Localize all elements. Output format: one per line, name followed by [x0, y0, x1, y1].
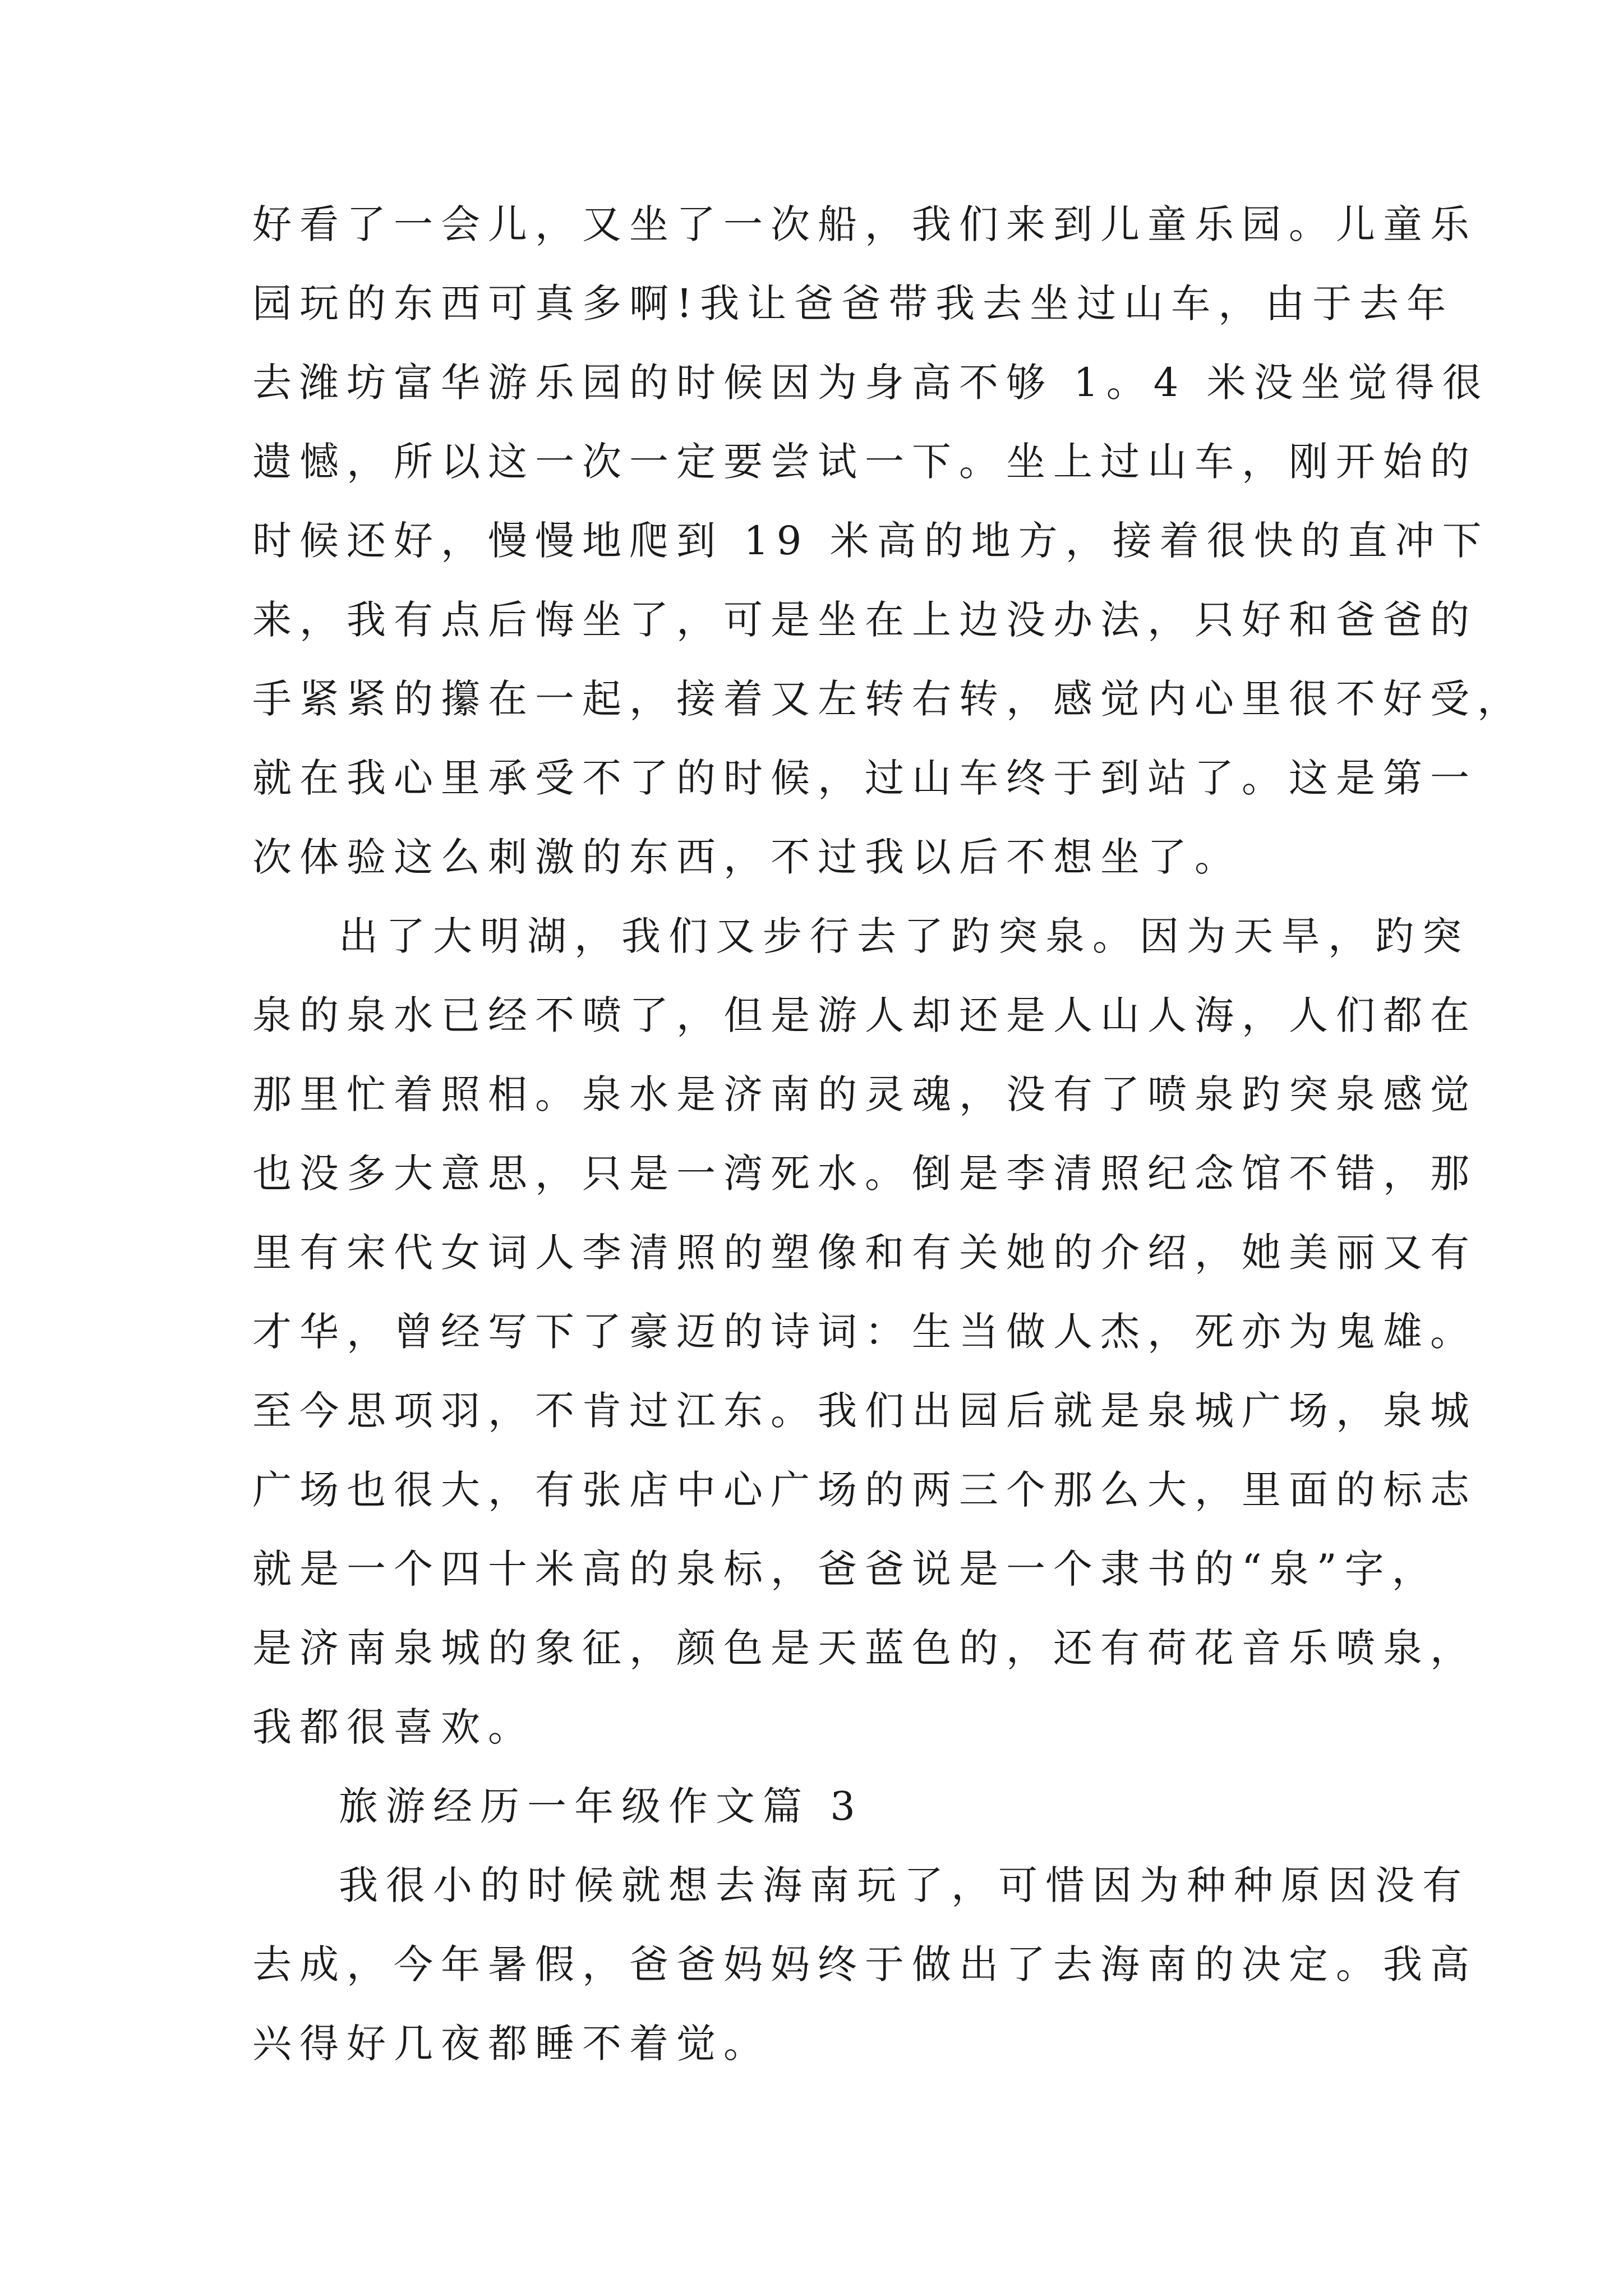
- text-line: 兴得好几夜都睡不着觉。: [252, 2021, 771, 2067]
- text-line: 时候还好，慢慢地爬到 19 米高的地方，接着很快的直冲下: [252, 518, 1490, 564]
- text-line: 至今思项羽，不肯过江东。我们出园后就是泉城广场，泉城: [252, 1388, 1477, 1434]
- text-line: 才华，曾经写下了豪迈的诗词：生当做人杰，死亦为鬼雄。: [252, 1309, 1477, 1355]
- text-line: 去成，今年暑假，爸爸妈妈终于做出了去海南的决定。我高: [252, 1941, 1477, 1987]
- text-line: 遗憾，所以这一次一定要尝试一下。坐上过山车，刚开始的: [252, 439, 1477, 485]
- text-line: 好看了一会儿，又坐了一次船，我们来到儿童乐园。儿童乐: [252, 201, 1477, 247]
- text-line: 广场也很大，有张店中心广场的两三个那么大，里面的标志: [252, 1467, 1477, 1513]
- text-line: 就在我心里承受不了的时候，过山车终于到站了。这是第一: [252, 755, 1477, 801]
- paragraph-start-line: 我很小的时候就想去海南玩了，可惜因为种种原因没有: [339, 1862, 1469, 1908]
- text-line: 我都很喜欢。: [252, 1704, 535, 1750]
- text-line: 就是一个四十米高的泉标，爸爸说是一个隶书的“泉”字，: [252, 1546, 1439, 1592]
- text-line: 手紧紧的攥在一起，接着又左转右转，感觉内心里很不好受，: [252, 676, 1524, 722]
- text-line: 泉的泉水已经不喷了，但是游人却还是人山人海，人们都在: [252, 992, 1477, 1038]
- text-line: 里有宋代女词人李清照的塑像和有关她的介绍，她美丽又有: [252, 1230, 1477, 1276]
- paragraph-start-line: 出了大明湖，我们又步行去了趵突泉。因为天旱，趵突: [339, 913, 1469, 959]
- text-line: 那里忙着照相。泉水是济南的灵魂，没有了喷泉趵突泉感觉: [252, 1071, 1477, 1117]
- section-heading: 旅游经历一年级作文篇 3: [339, 1783, 863, 1829]
- text-line: 园玩的东西可真多啊!我让爸爸带我去坐过山车，由于去年: [252, 280, 1454, 326]
- text-line: 是济南泉城的象征，颜色是天蓝色的，还有荷花音乐喷泉，: [252, 1625, 1477, 1671]
- text-line: 去潍坊富华游乐园的时候因为身高不够 1。4 米没坐觉得很: [252, 360, 1490, 406]
- text-line: 来，我有点后悔坐了，可是坐在上边没办法，只好和爸爸的: [252, 597, 1477, 643]
- text-line: 次体验这么刺激的东西，不过我以后不想坐了。: [252, 834, 1242, 880]
- essay-body: [252, 185, 1524, 2083]
- text-line: 也没多大意思，只是一湾死水。倒是李清照纪念馆不错，那: [252, 1151, 1477, 1197]
